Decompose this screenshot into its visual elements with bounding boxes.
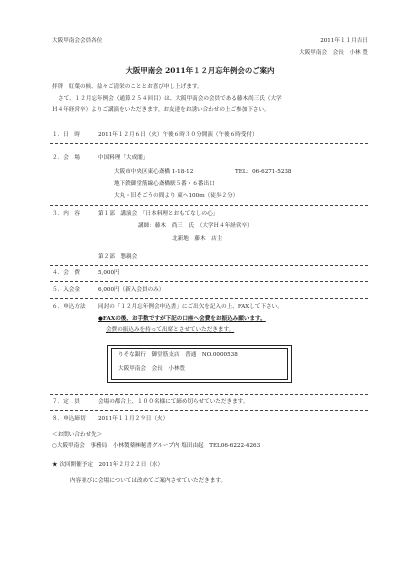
admission-label: ５．入会金 bbox=[52, 287, 80, 293]
content-label: ３．内 容 bbox=[52, 211, 80, 217]
intro-greeting: 拝啓 紅葉の候、益々ご清栄のこととお喜び申し上げます。 bbox=[52, 84, 203, 90]
admission-value: 6,000円（新入会員のみ） bbox=[98, 287, 165, 293]
method-label: ６．申込方法 bbox=[52, 304, 86, 310]
divider bbox=[50, 298, 368, 299]
fee-value: 5,000円 bbox=[98, 270, 120, 276]
contact-line: ○大阪甲南会 事務局 小林製薬㈱秘書グループ内 塩田由起 TEL06-6222-4263 bbox=[52, 443, 261, 449]
venue-name: 中国料理「大成閣」 bbox=[98, 155, 149, 161]
next-event: ★ 次回開催予定 2011年２月２２日（水） bbox=[52, 462, 164, 468]
deadline-value: 2011年１１月２９日（火） bbox=[98, 416, 169, 422]
venue-label: ２．会 場 bbox=[52, 155, 80, 161]
venue-access-2: 大丸・旧そごうの間より 東へ100ｍ（徒歩２分） bbox=[114, 193, 239, 199]
document-title: 大阪甲南会 2011年１２月忘年例会のご案内 bbox=[125, 66, 275, 75]
intro-line-3: Ｈ４年経営卒）よりご講演をいただきます。お友達をお誘い合わせの上ご参加下さい。 bbox=[52, 107, 270, 113]
divider bbox=[50, 281, 368, 282]
contact-heading: ＜お問い合わせ先＞ bbox=[52, 432, 103, 438]
method-line-1: 同封の「１２月忘年例会申込書」にご出欠を記入の上、FAXして下さい。 bbox=[98, 304, 283, 310]
content-part1: 第１部 講演会 「日本料理とおもてなしの心」 bbox=[98, 211, 219, 217]
bank-account-line-1: りそな銀行 御堂筋支店 普通 NO.0000538 bbox=[118, 352, 238, 358]
method-line-2: ●FAXの後、お手数ですが下記の口座へ会費をお振込み願います。 bbox=[98, 316, 266, 322]
divider bbox=[50, 143, 368, 144]
datetime-label: １．日 時 bbox=[52, 132, 80, 138]
content-part2: 第２部 懇親会 bbox=[98, 254, 138, 260]
fee-label: ４．会 費 bbox=[52, 270, 80, 276]
venue-tel: TEL：06-6271-5238 bbox=[235, 169, 292, 175]
content-speaker: 講師：藤木 尚三 氏 （大学Ｈ４年経営卒） bbox=[138, 223, 253, 229]
divider bbox=[50, 394, 368, 395]
intro-line-2: さて、１２月忘年例会（通算２５４回目）は、大阪甲南会の会員である藤木尚三氏（大学 bbox=[58, 96, 282, 102]
divider bbox=[50, 410, 368, 411]
deadline-label: ８．申込締切 bbox=[52, 416, 86, 422]
capacity-label: ７．定 員 bbox=[52, 399, 80, 405]
venue-access-1: 地下鉄御堂筋線心斎橋駅５番・６番出口 bbox=[114, 181, 215, 187]
sender: 大阪甲南会 会長 小林 豊 bbox=[299, 50, 368, 56]
venue-address: 大阪市中央区東心斎橋 1-18-12 bbox=[114, 169, 194, 175]
issue-date: 2011年１１月吉日 bbox=[320, 38, 368, 44]
method-line-3: 会費の振込みを持って出席とさせていただきます。 bbox=[106, 327, 235, 333]
divider bbox=[50, 265, 368, 266]
next-event-note: 内容並びに会場については改めてご案内させていただきます。 bbox=[70, 478, 227, 484]
capacity-value: 会場の都合上、１００名様にて締め切らせていただきます。 bbox=[98, 399, 249, 405]
divider bbox=[50, 205, 368, 206]
content-affiliation: 北新地 藤木 店主 bbox=[172, 236, 223, 242]
datetime-value: 2011年１２月６日（火）午後６時３０分開演（午後６時受付） bbox=[98, 132, 258, 138]
recipients: 大阪甲南会会員各位 bbox=[52, 38, 103, 44]
bank-account-line-2: 大阪甲南会 会長 小林豊 bbox=[118, 366, 186, 372]
